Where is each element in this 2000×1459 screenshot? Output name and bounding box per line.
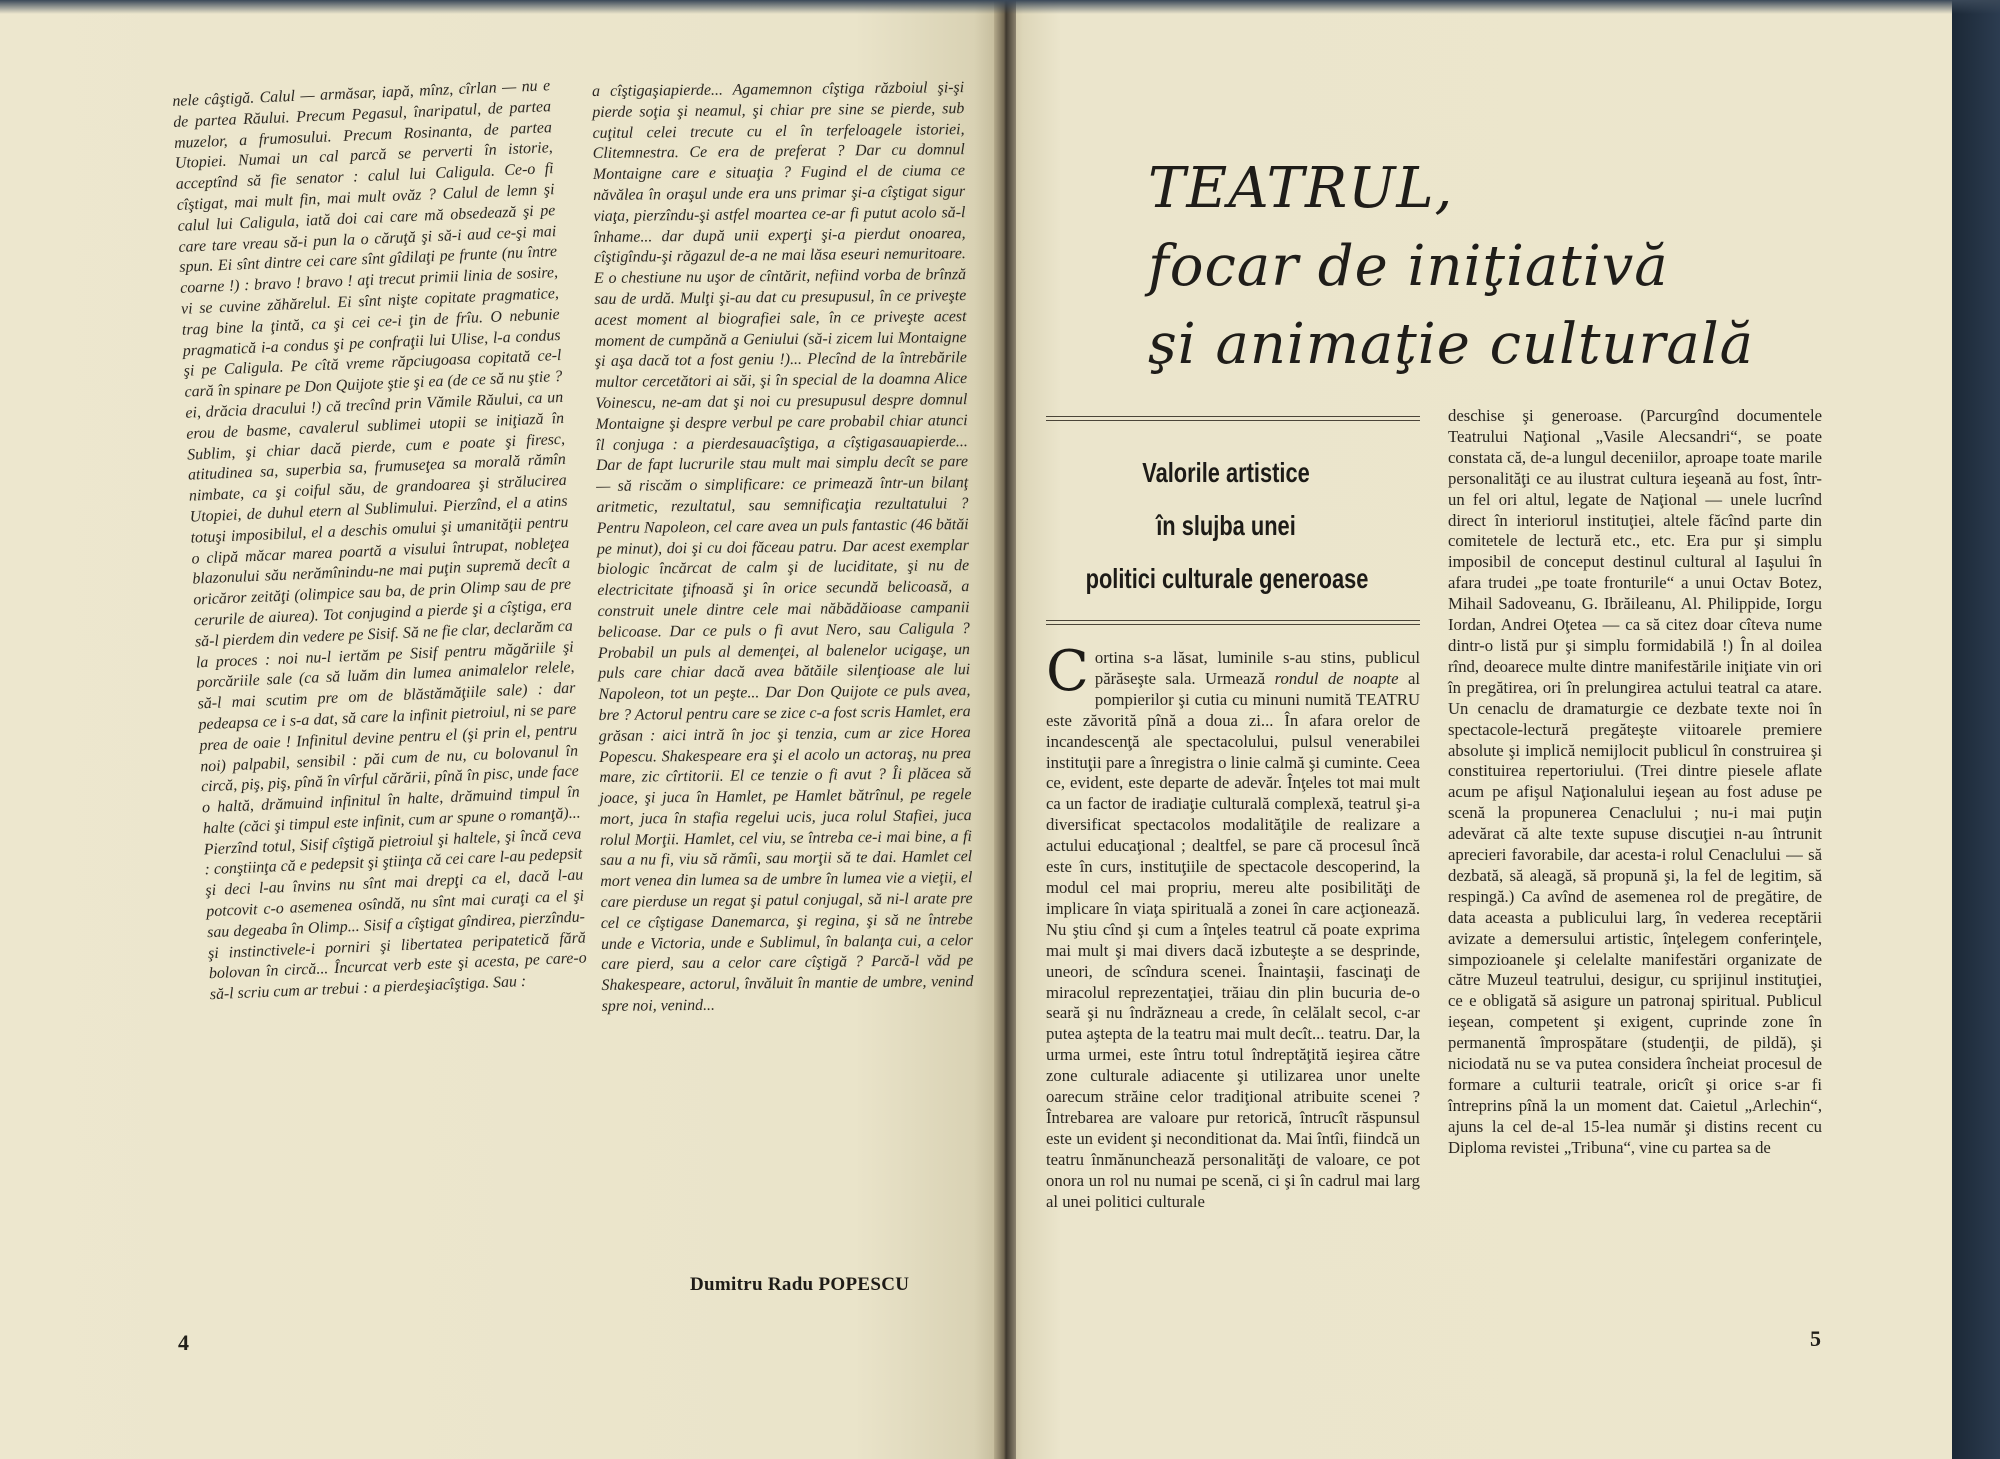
right-column-1-paragraph — [1046, 639, 1421, 1212]
right-column-1-italic-phrase: rondul de noapte — [1274, 668, 1399, 688]
article-subtitle — [1086, 446, 1367, 605]
divider-rule-bottom-1 — [1046, 620, 1420, 621]
divider-rule-top-1 — [1046, 416, 1420, 417]
title-line-2: focar de iniţiativă — [1148, 234, 1669, 299]
right-column-2-text: deschise şi generoase. (Parcurgînd documentele Teatrului Naţional „Vasile Alecsandri“, se poate constata că, de-a lungul deceniilor, aproape toate marile personalităţi ce au ilustrat cultura ieşeană au fost, într-un fel ori altul, legate de Naţional — unele lucrînd direct în interiorul instituţiei, altele făcînd parte din comitetele de lectură etc., etc. Era pur şi simplu imposibil de conceput destinul cultural al Iaşului în afara trudei „pe toate fronturile“ a unui Octav Botez, Mihail Sadoveanu, G. Ibrăileanu, Al. Philippide, Iorgu Iordan, Andrei Oţetea — ca să citez doar cîteva nume dintr-o listă pur şi simplu formidabilă !) În al doilea rînd, deoarece multe dintre manifestările iniţiate vin ori în pregătirea, ori în prelungirea actului teatral ca atare. Un cenaclu de dramaturgie ce dezbate texte noi în spectacole-lectură pregăteşte viitoarele premiere absolute şi implică nemijlocit publicul în construirea şi constituirea repertoriului. (Trei dintre piesele aflate acum pe afişul Naţionalului ieşean au fost aduse pe scenă la propunerea Cenaclului ; nu-i mai puţin adevărat că alte texte supuse discuţiei n-au întrunit aprecieri favorabile, dar acesta-i rolul Cenaclului — să dezbată, să aleagă, să propună şi, la fel de legitim, să respingă.) Ca avînd de asemenea rol de pregătire, de data aceasta a publicului larg, în vederea receptării avizate a demersului artistic, înţelegem conferinţele, simpozioanele şi celelalte manifestări organizate de către Muzeul teatrului, desigur, cu sprijinul instituţiei, ce e obligată să asigure un patronaj spiritual. Publicul ieşean, competent şi exigent, cuprinde zone în permanentă împrospătare (studenţii, de pildă), şi niciodată nu se va putea considera încheiat procesul de formare a culturii teatrale, oricît şi orice s-ar fi întreprins pînă la un moment dat. Caietul „Arlechin“, ajuns la cel de-al 15-lea număr şi distins recent cu Diploma revistei „Tribuna“, vine cu partea sa de — [1448, 406, 1822, 1157]
top-shadow — [0, 0, 2000, 14]
right-column-1-text: al pompierilor şi cutia cu minuni numită TEATRU este zăvorită pînă a doua zi... În afara orelor de incandescenţă ale spectacolului, pulsul venerabilei instituţii pare a înregistra o linie calmă şi cuminte. Ceea ce, evident, este departe de adevăr. Înţeles tot mai mult ca un factor de iradiaţie culturală complexă, teatrul şi-a diversificat spectacolos modalităţile de realizare a actului educaţional ; dealtfel, se pare că procesul încă este în curs, instituţiile de spectacole descoperind, la modul cel mai propriu, mereu alte posibilităţi de implicare în viaţa spirituală a zonei în care acţionează. Nu ştiu cînd şi cum a înţeles teatrul că poate exprima mai mult şi mai divers dacă izbuteşte a se desprinde, uneori, de scîndura scenei. Înaintaşii, fascinaţi de miracolul reprezentaţiei, trăiau din plin bucuria de-o seară şi nu îndrăzneau a crede, în celălalt secol, c-ar putea aştepta de la teatru mai mult decît... teatru. Dar, la urma urmei, este întru totul îndreptăţită ieşirea către zone culturale adiacente şi utilizarea unor unelte oarecum străine celor tradiţional atribuite scenei ? Întrebarea are valoare pur retorică, întrucît răspunsul este un evident şi neconditionat da. Mai întîi, fiindcă un teatru înmănunchează personalităţi de valoare, ce pot onora un rol nu numai pe scenă, ci şi în cadrul mai larg al unei politici culturale — [1046, 668, 1421, 1211]
title-line-3: şi animaţie culturală — [1148, 312, 1755, 377]
left-column-2-text: a cîştigaşiapierde... Agamemnon cîştiga războiul şi-şi pierde soţia şi neamul, şi chiar pre sine se pierde, sub cuţitul celei trecute cu el în terfeloagele istoriei, Clitemnestra. Ce era de preferat ? Dar cu domnul Montaigne care e situaţia ? Fugind el de ciuma ce năvălea în oraşul unde era uns primar şi-a cîştigat sigur viaţa, pierzîndu-şi astfel moartea ce-ar fi putut acolo să-l înhame... dar după unii experţi şi-a pierdut onoarea, cîştigîndu-şi răgazul de-a ne mai lăsa eseuri nemuritoare. E o chestiune nu uşor de cîntărit, nefiind vorba de brînză sau de urdă. Mulţi şi-au dat cu presupusul, în ce priveşte acest moment al biografiei sale, în ce priveşte acest moment de cumpănă a Geniului (să-i zicem lui Montaigne şi aşa dacă tot a fost geniu !)... Plecînd de la întrebările multor cercetători ai săi, şi în special de la doamna Alice Voinescu, ne-am dat şi noi cu presupusul despre domnul Montaigne şi despre verbul pe care probabil chiar atunci îl conjuga : a pierdesauacîştiga, a cîştigasauapierde... Dar de fapt lucrurile stau mult mai simplu decît se pare — să riscăm o simplificare: ce primează într-un bilanţ aritmetic, rezultatul, sau semnificaţia rezultatului ? Pentru Napoleon, cel care avea un puls fantastic (46 bătăi pe minut), doi şi cu doi făceau patru. Dar acest exemplar biologic încărcat de calm şi de luciditate, şi nu de electricitate ţifnoasă şi în orice secundă belicoasă, a construit unele dintre cele mai năbădăioase campanii belicoase. Dar ce puls o fi avut Nero, sau Caligula ? Probabil un puls al demenţei, al balenelor ucigaşe, un puls care chiar dacă avea bătăile silenţioase ale lui Napoleon, tot un peşte... Dar Don Quijote ce puls avea, bre ? Actorul pentru care se zice c-a fost scris Hamlet, era grăsan : aici intră în joc şi tenzia, cum ar zice Horea Popescu. Shakespeare era şi el acolo un actoraş, nu prea mare, zic cîrtitorii. El ce tenzie o fi avut ? Îi plăcea să joace, şi juca în Hamlet, pe Hamlet bătrînul, pe regele mort, juca în stafia regelui ucis, juca rolul Stafiei, juca rolul Morţii. Hamlet, cel viu, se întreba ce-i mai bine, a fi sau a nu fi, viu să rămîi, sau morţii să te dai. Hamlet cel mort venea din lumea sa de umbre în lumea vie a vieţii, el care pierduse un regat şi patul conjugal, să ni-l arate pre cel ce cîştigase Danemarca, şi regina, şi să ne întrebe unde e Victoria, unde e Sublimul, în balanţa cui, a celor care pierd, sau a celor care cîştigă ? Parcă-l văd pe Shakespeare, actorul, învăluit în mantie de umbre, venind spre noi, venind... — [592, 79, 974, 1016]
left-column-1-text: nele câştigă. Calul — armăsar, iapă, mînz, cîrlan — nu e de partea Răului. Precum Pegasul, înaripatul, de partea muzelor, a frumosului. Precum Rosinanta, de partea Utopiei. Numai un cal parcă se perverti în istorie, acceptînd să fie senator : calul lui Caligula. Ce-o fi cîştigat, mai mult fin, mai mult ovăz ? Calul de lemn şi calul lui Caligula, iată doi cai care mă obsedează şi pe care tare vreau să-i pun la o căruţă şi să-i aud ce-şi mai spun. Ei sînt dintre cei care sînt gîdilaţi pe frunte (nu între coarne !) : bravo ! bravo ! aţi trecut primii linia de sosire, vi se cuvine zăhărelul. Ei sînt nişte copitate pragmatice, trag bine la ţintă, ca şi cei ce-i ţin de frîu. O nebunie pragmatică i-a condus şi pe confraţii lui Ulise, l-a condus şi pe Caligula. Pe cîtă vreme răpciugoasa copitată ce-l cară în spinare pe Don Quijote ştie şi ea (de ce să nu ştie ? ei, drăcia dracului !) că trecînd prin Vămile Răului, ca un erou de basme, cavalerul sublimei utopii se iniţiază în Sublim, şi chiar dacă pierde, cum e poate şi firesc, atitudinea sa, superbia sa, frumuseţea sa morală rămîn nimbate, ca şi coiful său, de grandoarea şi strălucirea Utopiei, de duhul etern al Sublimului. Pierzînd, el a atins totuşi imposibilul, el a deschis omului şi umanităţii pentru o clipă măcar marea poartă a visului întrupat, nobleţea blazonului său nerămînindu-ne mai puţin supremă decît a oricăror zeităţi (olimpice sau ba, de prin Olimp sau de pre cerurile de aiurea). Tot conjugind a pierde şi a cîştiga, era să-l pierdem din vedere pe Sisif. Să ne fie clar, declarăm ca la proces : noi nu-l iertăm pe Sisif pentru măgăriile şi porcăriile sale (ca să luăm din lumea animalelor relele, să-l mai scutim pre om de blăstămăţiile sale) : dar pedeapsa ce i s-a dat, să care la infinit pietroiul, ni se pare prea de oaie ! Infinitul devine pentru el (şi prin el, pentru noi) palpabil, sensibil : păi cum de nu, cu bolovanul în circă, piş, piş, pînă în vîrful cărării, pînă în pisc, unde face o haltă, drămuind infinitul în halte, drămuind timpul în halte (căci şi timpul este infinit, cum ar spune o romanţă)... Pierzînd totul, Sisif cîştigă pietroiul şi haltele, şi încă ceva : conştiinţa că e pedepsit şi ştiinţa că cei care l-au pedepsit şi deci l-au învins nu sînt mai drepţi ca el, dacă l-au potcovit c-o asemenea osîndă, nu sînt mai curaţi ca el şi sau degeaba în Olimp... Sisif a cîştigat gîndirea, pierzîndu-şi instinctivele-i porniri şi libertatea peripatetică fără bolovan în circă... Încurcat verb este şi acesta, pe care-o să-l scriu cum ar trebui : a pierdeşiacîştiga. Sau : — [172, 77, 587, 1004]
subtitle-line-1: Valorile artistice — [1142, 457, 1310, 488]
subtitle-line-3: politici culturale generoase — [1085, 563, 1369, 594]
title-line-1: TEATRUL, — [1148, 156, 1454, 221]
left-column-1 — [172, 76, 601, 1321]
page-number-right: 5 — [1810, 1326, 1821, 1351]
right-column-1 — [1046, 639, 1421, 1212]
book-spine — [994, 0, 1016, 1459]
left-column-2 — [592, 78, 976, 1242]
subtitle-line-2: în slujba unei — [1156, 510, 1296, 541]
article-author: Dumitru Radu POPESCU — [690, 1274, 910, 1295]
divider-rule-bottom-2 — [1046, 624, 1420, 625]
cover-edge — [1952, 0, 2000, 1459]
drop-cap-letter: C — [1046, 639, 1089, 704]
divider-rule-top-2 — [1046, 420, 1420, 421]
article-title — [1148, 150, 1908, 384]
right-column-1-lead: ortina s-a lăsat, luminile s-au stins, publicul părăseşte sala. Urmează — [1094, 648, 1420, 688]
right-column-2 — [1448, 406, 1822, 1159]
page-number-left: 4 — [178, 1330, 189, 1355]
